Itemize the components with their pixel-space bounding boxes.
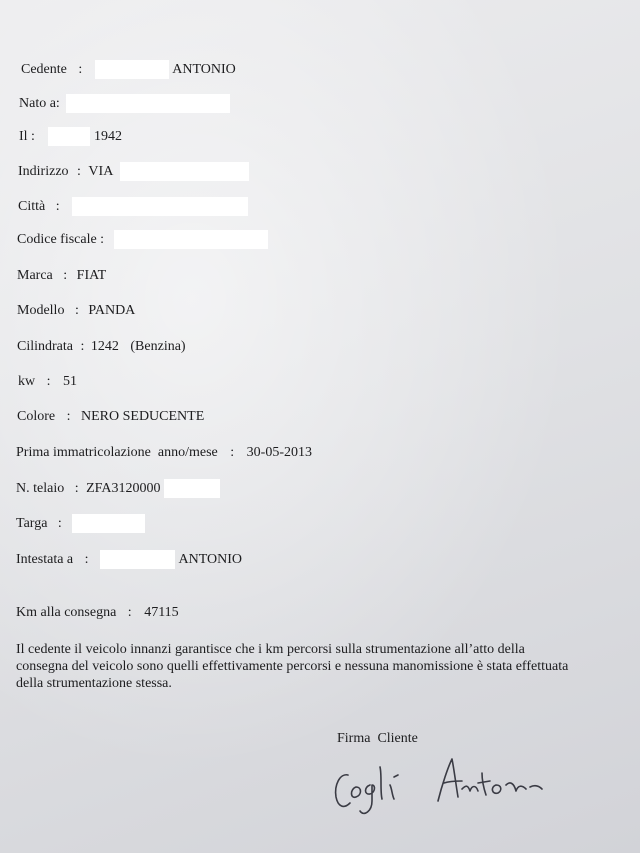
declaration-line: della strumentazione stessa. bbox=[16, 676, 172, 691]
declaration-line: Il cedente il veicolo innanzi garantisce che i km percorsi sulla strumentazione all’atto della bbox=[16, 642, 525, 657]
colore-value: NERO SEDUCENTE bbox=[81, 409, 205, 424]
handwritten-signature bbox=[320, 745, 555, 825]
kw-separator: : bbox=[46, 374, 51, 389]
redacted-box bbox=[120, 162, 249, 181]
codice-fiscale-label: Codice fiscale : bbox=[17, 232, 105, 247]
immatricolazione-label: Prima immatricolazione anno/mese bbox=[16, 445, 218, 460]
il-row bbox=[19, 129, 122, 146]
intestata-value: ANTONIO bbox=[178, 552, 243, 567]
intestata-row bbox=[16, 552, 242, 569]
modello-row bbox=[17, 303, 135, 319]
indirizzo-label: Indirizzo bbox=[18, 164, 69, 179]
redacted-box bbox=[164, 479, 220, 498]
declaration-line: consegna del veicolo sono quelli effettivamente percorsi e nessuna manomissione è stata effettuata bbox=[16, 659, 569, 674]
telaio-row bbox=[16, 481, 220, 498]
cedente-row bbox=[21, 62, 236, 79]
marca-separator: : bbox=[63, 268, 68, 283]
cedente-value: ANTONIO bbox=[172, 62, 236, 77]
nato-a-row bbox=[19, 96, 230, 113]
colore-label: Colore bbox=[17, 409, 56, 424]
il-value: 1942 bbox=[93, 129, 122, 144]
telaio-value: ZFA3120000 bbox=[86, 481, 161, 496]
intestata-separator: : bbox=[84, 552, 89, 567]
km-row bbox=[16, 605, 179, 621]
cilindrata-label: Cilindrata bbox=[17, 339, 73, 354]
cedente-label: Cedente bbox=[21, 62, 67, 77]
kw-value: 51 bbox=[63, 374, 78, 389]
cilindrata-row bbox=[17, 339, 186, 355]
targa-row bbox=[16, 516, 145, 533]
redacted-box bbox=[100, 550, 175, 569]
cedente-separator: : bbox=[78, 62, 83, 77]
modello-value: PANDA bbox=[88, 303, 136, 318]
marca-value: FIAT bbox=[76, 268, 107, 283]
redacted-box bbox=[72, 514, 145, 533]
indirizzo-value: VIA bbox=[88, 164, 114, 179]
cilindrata-separator: : bbox=[80, 339, 85, 354]
indirizzo-separator: : bbox=[77, 164, 81, 179]
modello-label: Modello bbox=[17, 303, 65, 318]
cilindrata-fuel: (Benzina) bbox=[130, 339, 186, 354]
citta-separator: : bbox=[55, 199, 60, 214]
redacted-box bbox=[72, 197, 248, 216]
km-value: 47115 bbox=[144, 605, 179, 620]
immatricolazione-separator: : bbox=[230, 445, 235, 460]
declaration-paragraph bbox=[16, 641, 616, 692]
targa-label: Targa bbox=[16, 516, 48, 531]
nato-a-label: Nato a: bbox=[19, 96, 60, 111]
targa-separator: : bbox=[57, 516, 62, 531]
citta-row bbox=[18, 199, 248, 216]
immatricolazione-value: 30-05-2013 bbox=[246, 445, 312, 460]
citta-label: Città bbox=[18, 199, 46, 214]
redacted-box bbox=[114, 230, 268, 249]
il-label: Il : bbox=[19, 129, 35, 144]
colore-separator: : bbox=[66, 409, 71, 424]
cilindrata-value: 1242 bbox=[90, 339, 119, 354]
redacted-box bbox=[66, 94, 230, 113]
kw-label: kw bbox=[18, 374, 36, 389]
kw-row bbox=[18, 374, 77, 390]
marca-label: Marca bbox=[17, 268, 53, 283]
codice-fiscale-row bbox=[17, 232, 268, 249]
colore-row bbox=[17, 409, 204, 425]
marca-row bbox=[17, 268, 106, 284]
km-separator: : bbox=[127, 605, 132, 620]
km-label: Km alla consegna bbox=[16, 605, 117, 620]
intestata-label: Intestata a bbox=[16, 552, 74, 567]
modello-separator: : bbox=[74, 303, 79, 318]
signature-label: Firma Cliente bbox=[337, 731, 418, 746]
immatricolazione-row bbox=[16, 445, 312, 461]
indirizzo-row bbox=[18, 164, 249, 181]
redacted-box bbox=[95, 60, 169, 79]
telaio-separator: : bbox=[74, 481, 79, 496]
redacted-box bbox=[48, 127, 90, 146]
telaio-label: N. telaio bbox=[16, 481, 65, 496]
